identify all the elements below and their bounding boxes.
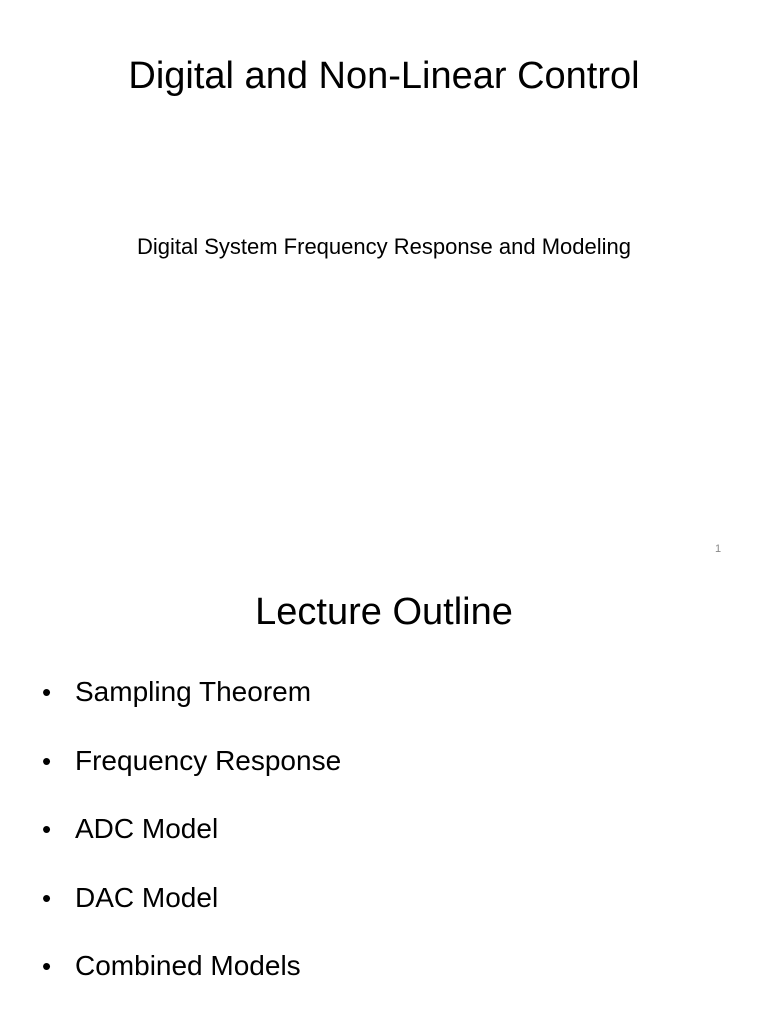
bullet-icon: •: [42, 882, 52, 913]
bullet-icon: •: [42, 745, 52, 776]
slide-title: Lecture Outline: [255, 591, 513, 633]
page-number: 1: [714, 543, 722, 555]
bullet-icon: •: [42, 677, 52, 707]
bullet-icon: •: [42, 814, 52, 844]
list-item: [40, 942, 740, 1011]
list-item-text: Sampling Theorem: [75, 676, 312, 707]
slide-title: Digital and Non-Linear Control: [128, 55, 640, 97]
list-item: [40, 737, 740, 806]
slide-subtitle: Digital System Frequency Response and Modeling: [136, 234, 632, 259]
bullet-list: [40, 668, 740, 1011]
list-item-text: ADC Model: [75, 813, 219, 844]
list-item: [40, 874, 740, 943]
slide-2: [0, 576, 768, 1024]
list-item-text: DAC Model: [75, 881, 219, 913]
list-item-text: Frequency Response: [75, 744, 342, 776]
list-item: [40, 668, 740, 737]
list-item-text: Combined Models: [75, 950, 301, 981]
bullet-icon: •: [42, 951, 52, 981]
list-item: [40, 805, 740, 874]
